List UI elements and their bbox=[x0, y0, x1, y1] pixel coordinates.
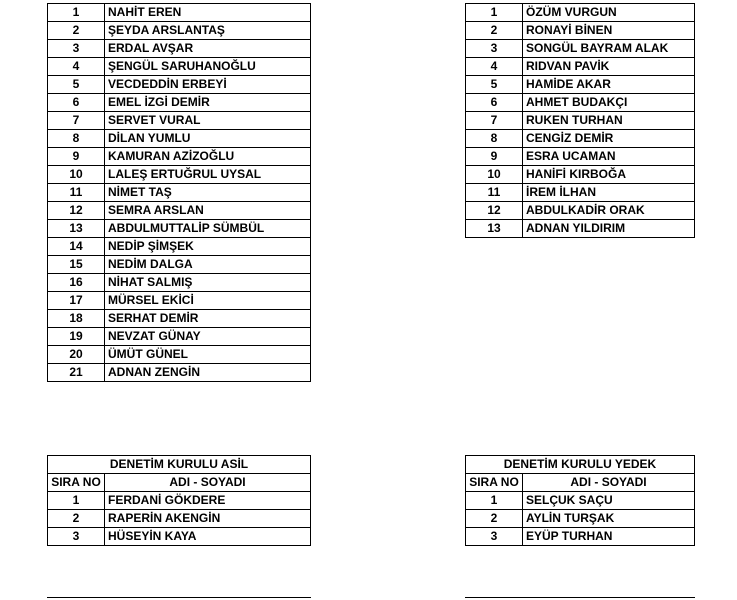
row-number: 2 bbox=[48, 510, 105, 528]
row-number: 8 bbox=[48, 130, 105, 148]
row-name: ESRA UCAMAN bbox=[523, 148, 695, 166]
row-name: AHMET BUDAKÇI bbox=[523, 94, 695, 112]
audit-primary-rows bbox=[48, 492, 311, 546]
table-row bbox=[48, 364, 311, 382]
row-number: 9 bbox=[48, 148, 105, 166]
row-number: 19 bbox=[48, 328, 105, 346]
row-number: 1 bbox=[48, 4, 105, 22]
table-row bbox=[48, 148, 311, 166]
row-number: 2 bbox=[48, 22, 105, 40]
row-number: 3 bbox=[466, 528, 523, 546]
table-row bbox=[48, 184, 311, 202]
row-name: EYÜP TURHAN bbox=[523, 528, 695, 546]
row-name: SERVET VURAL bbox=[105, 112, 311, 130]
table-row bbox=[48, 238, 311, 256]
row-number: 13 bbox=[466, 220, 523, 238]
row-number: 1 bbox=[466, 4, 523, 22]
table-row bbox=[466, 184, 695, 202]
row-name: DİLAN YUMLU bbox=[105, 130, 311, 148]
row-name: RUKEN TURHAN bbox=[523, 112, 695, 130]
row-number: 1 bbox=[466, 492, 523, 510]
audit-primary-table bbox=[47, 455, 311, 546]
row-name: NİMET TAŞ bbox=[105, 184, 311, 202]
row-number: 6 bbox=[48, 94, 105, 112]
row-number: 3 bbox=[48, 528, 105, 546]
row-name: ÖZÜM VURGUN bbox=[523, 4, 695, 22]
row-name: EMEL İZGİ DEMİR bbox=[105, 94, 311, 112]
table-row bbox=[466, 148, 695, 166]
audit-reserve-col-no: SIRA NO bbox=[466, 474, 523, 492]
row-name: ABDULMUTTALİP SÜMBÜL bbox=[105, 220, 311, 238]
board-primary-rows bbox=[48, 4, 311, 382]
row-name: NAHİT EREN bbox=[105, 4, 311, 22]
board-reserve-table bbox=[465, 3, 695, 238]
row-name: RIDVAN PAVİK bbox=[523, 58, 695, 76]
row-number: 20 bbox=[48, 346, 105, 364]
row-name: AYLİN TURŞAK bbox=[523, 510, 695, 528]
row-name: HANİFİ KIRBOĞA bbox=[523, 166, 695, 184]
table-row bbox=[466, 166, 695, 184]
table-row bbox=[48, 274, 311, 292]
row-name: RAPERİN AKENGİN bbox=[105, 510, 311, 528]
row-name: FERDANİ GÖKDERE bbox=[105, 492, 311, 510]
next-table-top-edge-left bbox=[47, 597, 311, 598]
row-name: ADNAN ZENGİN bbox=[105, 364, 311, 382]
row-number: 3 bbox=[48, 40, 105, 58]
row-name: HAMİDE AKAR bbox=[523, 76, 695, 94]
row-number: 5 bbox=[466, 76, 523, 94]
row-number: 7 bbox=[466, 112, 523, 130]
row-name: NEDİP ŞİMŞEK bbox=[105, 238, 311, 256]
row-number: 10 bbox=[466, 166, 523, 184]
row-name: İREM İLHAN bbox=[523, 184, 695, 202]
table-row bbox=[466, 40, 695, 58]
board-primary-table bbox=[47, 3, 311, 382]
table-row bbox=[48, 130, 311, 148]
table-row bbox=[466, 76, 695, 94]
table-row bbox=[466, 130, 695, 148]
row-name: ŞEYDA ARSLANTAŞ bbox=[105, 22, 311, 40]
row-number: 9 bbox=[466, 148, 523, 166]
row-name: ÜMÜT GÜNEL bbox=[105, 346, 311, 364]
row-number: 17 bbox=[48, 292, 105, 310]
table-row bbox=[466, 112, 695, 130]
row-number: 13 bbox=[48, 220, 105, 238]
table-row bbox=[48, 510, 311, 528]
table-row bbox=[48, 492, 311, 510]
row-number: 11 bbox=[48, 184, 105, 202]
audit-reserve-rows bbox=[466, 492, 695, 546]
row-number: 12 bbox=[48, 202, 105, 220]
table-row bbox=[48, 328, 311, 346]
row-name: LALEŞ ERTUĞRUL UYSAL bbox=[105, 166, 311, 184]
row-name: ADNAN YILDIRIM bbox=[523, 220, 695, 238]
row-number: 4 bbox=[48, 58, 105, 76]
row-number: 5 bbox=[48, 76, 105, 94]
audit-reserve-col-name: ADI - SOYADI bbox=[523, 474, 695, 492]
audit-primary-title: DENETİM KURULU ASİL bbox=[48, 456, 311, 474]
table-row bbox=[48, 346, 311, 364]
table-row bbox=[466, 220, 695, 238]
row-number: 16 bbox=[48, 274, 105, 292]
audit-primary-col-name: ADI - SOYADI bbox=[105, 474, 311, 492]
table-row bbox=[48, 166, 311, 184]
row-number: 6 bbox=[466, 94, 523, 112]
row-name: SELÇUK SAÇU bbox=[523, 492, 695, 510]
table-row bbox=[48, 310, 311, 328]
row-name: NEDİM DALGA bbox=[105, 256, 311, 274]
table-row bbox=[466, 22, 695, 40]
row-number: 8 bbox=[466, 130, 523, 148]
row-number: 7 bbox=[48, 112, 105, 130]
row-name: SONGÜL BAYRAM ALAK bbox=[523, 40, 695, 58]
row-number: 10 bbox=[48, 166, 105, 184]
row-number: 15 bbox=[48, 256, 105, 274]
table-row bbox=[48, 58, 311, 76]
audit-primary-col-no: SIRA NO bbox=[48, 474, 105, 492]
table-row bbox=[466, 510, 695, 528]
table-row bbox=[466, 202, 695, 220]
row-number: 14 bbox=[48, 238, 105, 256]
table-row bbox=[48, 202, 311, 220]
row-name: MÜRSEL EKİCİ bbox=[105, 292, 311, 310]
table-row bbox=[48, 528, 311, 546]
row-number: 1 bbox=[48, 492, 105, 510]
row-number: 3 bbox=[466, 40, 523, 58]
row-number: 18 bbox=[48, 310, 105, 328]
row-name: NEVZAT GÜNAY bbox=[105, 328, 311, 346]
table-row bbox=[466, 492, 695, 510]
row-name: SERHAT DEMİR bbox=[105, 310, 311, 328]
row-name: VECDEDDİN ERBEYİ bbox=[105, 76, 311, 94]
row-name: ABDULKADİR ORAK bbox=[523, 202, 695, 220]
row-name: ERDAL AVŞAR bbox=[105, 40, 311, 58]
row-name: KAMURAN AZİZOĞLU bbox=[105, 148, 311, 166]
row-number: 11 bbox=[466, 184, 523, 202]
audit-reserve-title: DENETİM KURULU YEDEK bbox=[466, 456, 695, 474]
row-name: SEMRA ARSLAN bbox=[105, 202, 311, 220]
row-name: CENGİZ DEMİR bbox=[523, 130, 695, 148]
table-row bbox=[466, 58, 695, 76]
row-number: 2 bbox=[466, 510, 523, 528]
board-reserve-rows bbox=[466, 4, 695, 238]
row-name: ŞENGÜL SARUHANOĞLU bbox=[105, 58, 311, 76]
table-row bbox=[48, 4, 311, 22]
table-row bbox=[466, 4, 695, 22]
table-row bbox=[48, 94, 311, 112]
row-name: HÜSEYİN KAYA bbox=[105, 528, 311, 546]
table-row bbox=[48, 292, 311, 310]
table-row bbox=[466, 94, 695, 112]
row-name: RONAYİ BİNEN bbox=[523, 22, 695, 40]
table-row bbox=[48, 40, 311, 58]
row-number: 12 bbox=[466, 202, 523, 220]
table-row bbox=[466, 528, 695, 546]
row-number: 2 bbox=[466, 22, 523, 40]
row-name: NİHAT SALMIŞ bbox=[105, 274, 311, 292]
row-number: 4 bbox=[466, 58, 523, 76]
table-row bbox=[48, 22, 311, 40]
table-row bbox=[48, 112, 311, 130]
table-row bbox=[48, 256, 311, 274]
row-number: 21 bbox=[48, 364, 105, 382]
table-row bbox=[48, 76, 311, 94]
next-table-top-edge-right bbox=[465, 597, 695, 598]
audit-reserve-table bbox=[465, 455, 695, 546]
table-row bbox=[48, 220, 311, 238]
